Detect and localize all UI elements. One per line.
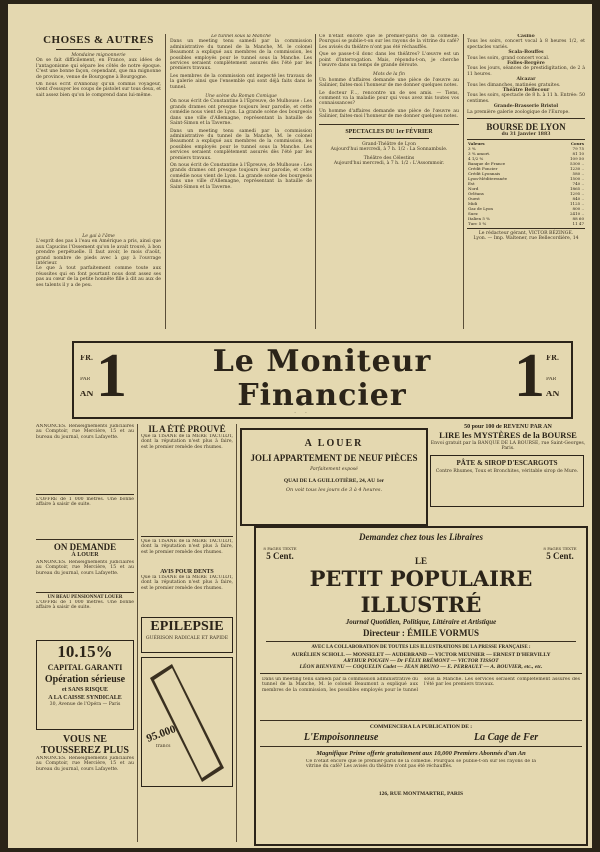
venue-text: Tous les soirs, grand concert vocal. <box>467 55 550 61</box>
sans-risque: et SANS RISQUE <box>61 687 108 693</box>
left-ads-column <box>36 424 134 842</box>
petit-title: PETIT POPULAIRE ILLUSTRÉ <box>309 566 533 617</box>
price-unit: AN <box>80 391 94 397</box>
moniteur-banner <box>72 341 573 419</box>
article-text: Ce n'était encore que le premier-paris de la comédie. Pourquoi se publie-t-on sur les rayons de la vitrine du café? Les avisés du théâtre n'ont pas été réchauffés. <box>319 34 459 50</box>
petit-names2: ARTHUR POUGIN — Dr FÉLIX BRÉMONT — VICTOR TISSOT <box>343 658 499 664</box>
article-text: On nous écrit de Constantine à l'Épreuve, de Mulhouse : Les grands drames ont presque toujours leur parodie, et cette comédie nous vient de Lyon. La grande scène des bourgeois dans une ville d'Allemagne, représentant la bataille de Saint-Simon et la Taverne. <box>170 99 312 127</box>
epilepsie-ad <box>141 617 233 653</box>
bourse-security: Crédit Lyonnais <box>468 170 501 176</box>
louer-address: QUAI DE LA GUILLOTIÈRE, 24, AU 1er <box>283 478 385 485</box>
bourse-price: 88 60 <box>572 215 584 221</box>
demandez-line: Demandez chez tous les Libraires <box>358 532 483 542</box>
bourse-security: 4 1/2 % <box>468 155 484 161</box>
article-text: Le que à tout parfaitement comme toute aux réussites qui en font pourtant nous dont assez ses pas au cœur de la petite honnête fille à dit au aux de ses talents il y a de peu. <box>36 266 161 288</box>
petit-text: Ce n'était encore que le premier-paris de la comédie. Pourquoi se publie-t-on sur les rayons de la vitrine du café? Les avisés du théâtre n'ont pas été réchauffés. <box>306 759 536 770</box>
ad-text: Que la TISANE de la MÈRE TACULOT, dont la réputation n'est plus à faire, est le premier remède des rhumes. <box>141 434 233 450</box>
louer-heading: A LOUER <box>304 438 364 449</box>
operation-label: Opération sérieuse <box>44 674 126 685</box>
section-subtitle: Le tunnel sous la Manche <box>211 34 271 39</box>
venue-name: Théâtre Bellecour <box>502 88 550 94</box>
venue-name: Alcazar <box>516 77 536 83</box>
bourse-security: Banque de France <box>468 160 506 166</box>
louer-sub: Parfaitement exposé <box>310 467 358 472</box>
bourse-security: Crédit Foncier <box>468 165 498 171</box>
theatre-program: Aujourd'hui mercredi, à 7 h. 1/2 : La Sonnambule. <box>330 147 448 153</box>
lire-heading: LIRE les MYSTÈRES de la BOURSE <box>439 430 577 440</box>
venue-text: La première galerie zoologique de l'Europe. <box>467 109 570 115</box>
price-unit: FR. <box>546 355 560 361</box>
on-demande-sub: À LOUER <box>71 552 99 558</box>
bourse-security: Turc 5 % <box>468 220 487 226</box>
price-label: 5 Cent. <box>546 551 574 562</box>
capital-label: CAPITAL GARANTI <box>47 663 123 672</box>
bourse-price: 1865 .. <box>570 185 584 191</box>
theatre-name: Théâtre des Célestins <box>363 155 415 161</box>
petit-commence: COMMENCERA LA PUBLICATION DE : <box>369 724 473 730</box>
ad-text: Que la TISANE de la MÈRE TACULOT, dont la réputation n'est plus à faire, est le premier remède des rhumes. <box>141 575 233 591</box>
bourse-price: 1500 .. <box>570 175 584 181</box>
venue-text: Tous les jours, séances de prestidigitation, de 2 à 11 heures. <box>467 66 585 77</box>
louer-visit: On voit tous les jours de 3 à 4 heures. <box>285 487 383 494</box>
section-subtitle: Mots de la fin <box>373 72 405 78</box>
choses-heading: CHOSES & AUTRES <box>43 34 154 46</box>
bourse-security: Est <box>468 180 475 186</box>
column-1 <box>36 34 161 324</box>
bourse-price: 580 .. <box>572 170 584 176</box>
ad-text: Que la TISANE de la MÈRE TACULOT, dont la réputation n'est plus à faire, est le premier remède des rhumes. <box>141 539 233 555</box>
article-text: On nous écrit d'Annonay qu'un commis voyageur, vient d'essuyer les coups de pistolet sur tous deux, et sait assez bien qu'on le comprend dans lui-même. <box>36 82 161 98</box>
bourse-security: Suez <box>468 210 478 216</box>
article-text: Le docteur F..., rencontre un de ses amis. — Tiens, comment va la maladie pour qui vous avez mis toutes vos connaissances? <box>319 90 459 107</box>
louer-line: JOLI APPARTEMENT DE NEUF PIÈCES <box>250 453 418 463</box>
bourse-security: Italien 5 % <box>468 215 490 221</box>
price-unit: AN <box>546 391 560 397</box>
a-louer-ad <box>240 428 428 526</box>
pate-ad <box>430 455 584 507</box>
caisse-name: A LA CAISSE SYNDICALE <box>48 695 122 701</box>
pages-label: 8 PAGES TEXTE <box>543 546 577 551</box>
feuilleton-1: L'Empoisonneuse <box>303 732 379 743</box>
bourse-date: du 31 Janvier 1883 <box>501 132 551 138</box>
bourse-security: Orléans <box>468 190 484 196</box>
right-ads <box>430 424 586 524</box>
price-numeral: 1 <box>514 347 545 409</box>
ad-text: ANNONCES. Renseignements judiciaires au Comptoir, rue Mercière, 15 et au bureau du journal, cours Lafayette. <box>36 756 134 772</box>
bourse-price: 81 10 <box>572 150 584 156</box>
venue-text: Tous les soirs, spectacle de 8 h. à 11 h. Entrée: 50 centimes. <box>467 93 585 104</box>
venue-text: Tous les soirs, concert vocal à 8 heures 1/2, et spectacles variés. <box>467 39 585 50</box>
prouve-heading: IL A ÉTÉ PROUVÉ <box>148 424 226 434</box>
pate-text: Contre Rhumes, Toux et Bronchites, véritable sirop de Mure. <box>435 468 579 474</box>
venue-text: Tous les dimanches, matinées gratuites. <box>467 82 561 88</box>
newspaper-page <box>8 4 592 848</box>
bourse-price: 1230 .. <box>570 165 584 171</box>
feuilleton-2: La Cage de Fer <box>474 732 539 743</box>
bourse-price: 1295 .. <box>570 190 584 196</box>
bourse-price: 11 47 <box>572 220 584 226</box>
printer-line: Lyon. — Imp. Waltener, rue Bellecordière, 14 <box>473 235 579 241</box>
petit-names3: LÉON BIENVENU — COQUELIN Cadet — JEAN BRUNO — E. PERRAULT — A. BOUVIER, etc., etc. <box>299 664 543 670</box>
bourse-table <box>467 141 585 226</box>
petit-populaire-ad <box>254 526 588 846</box>
section-subtitle: Le gai à l'âme <box>82 234 115 240</box>
price-label: 5 Cent. <box>266 551 294 562</box>
bourse-price: 2410 .. <box>570 210 584 216</box>
lire-text: Envoi gratuit par la BANQUE DE LA BOURSE, rue Saint-Georges, Paris. <box>430 441 586 452</box>
price-unit: PAR <box>80 377 91 382</box>
caisse-ad <box>36 640 134 730</box>
ad-text: ANNONCES. Renseignements judiciaires au Comptoir, rue Mercière, 15 et au bureau du journal, cours Lafayette. <box>36 560 134 576</box>
interest-rate: 10.15% <box>57 642 113 661</box>
petit-sub: Journal Quotidien, Politique, Littéraire et Artistique <box>345 618 497 626</box>
price-stamp: 95.000 <box>144 723 178 745</box>
article-text: On se fait difficilement, en France, aux idées de l'antagonisme qui sépare les côtés de notre époque. C'est une bonne façon, cependant, que ma mignonne de province, venue de Bourgogne à Bourgogne. <box>36 58 161 80</box>
price-unit: PAR <box>546 377 557 382</box>
bourse-title: BOURSE DE LYON <box>486 122 566 133</box>
vous-heading: VOUS NE TOUSSEREZ PLUS <box>41 734 129 756</box>
column-4 <box>467 34 585 329</box>
bourse-security: Midi <box>468 200 478 206</box>
venue-name: Grande-Brasserie Bristol <box>493 104 559 110</box>
caisse-address: 30, Avenue de l'Opéra — Paris <box>49 702 121 707</box>
bourse-security: 3 % <box>468 145 476 151</box>
bourse-price: 1125 .. <box>570 200 584 206</box>
petit-directeur: Directeur : ÉMILE VORMUS <box>362 628 480 638</box>
on-demande-heading: ON DEMANDE <box>53 542 117 552</box>
column-header: Cours <box>570 140 584 146</box>
petit-address: 126, RUE MONTMARTRE, PARIS <box>378 791 464 797</box>
ad-text: ANNONCES. Renseignements judiciaires au Comptoir, rue Mercière, 15 et au bureau du journal, cours Lafayette. <box>36 424 134 440</box>
venue-name: Casino <box>517 34 535 39</box>
article-text: Dans un meeting tenu samedi par la commission administrative du tunnel de la Manche, M. le colonel Beaumont a expliqué aux membres de la commission, les possibles employés pour le tunnel sous la Manche. Les services seraient complètement assurés dès l'été par les premiers travaux. <box>170 128 312 161</box>
epilepsie-title: EPILEPSIE <box>150 619 224 634</box>
bourse-price: 109 50 <box>570 155 584 161</box>
bourse-row <box>467 221 585 226</box>
middle-ads-column <box>141 424 233 842</box>
section-subtitle: Une scène du Roman Comique <box>205 94 277 100</box>
diagonal-ad <box>141 657 233 787</box>
petit-le: LE <box>414 556 427 566</box>
column-3 <box>319 34 459 324</box>
ad-text: L'OFFRE de 1 000 mètres. Une bonne affaire à saisir de suite. <box>36 497 134 508</box>
gerant-line: Le rédacteur gérant, VICTOR BÉZINGE. <box>478 230 574 236</box>
spectacles-heading: SPECTACLES DU 1er FÉVRIER <box>345 128 433 135</box>
theatre-name: Grand-Théâtre de Lyon <box>361 141 416 147</box>
section-subtitle: Mondaine mignonnerie <box>71 53 126 58</box>
column-header: Valeurs <box>468 140 485 146</box>
article-text: On nous écrit de Constantine à l'Épreuve, de Mulhouse : Les grands drames ont presque toujours leur parodie, et cette comédie nous vient de Lyon. La grande scène des bourgeois dans une ville d'Allemagne, représentant la bataille de Saint-Simon et la Taverne. <box>170 162 312 190</box>
revenu-heading: 50 pour 100 de REVENU PAR AN <box>464 424 552 430</box>
bourse-price: 800 .. <box>572 205 584 211</box>
price-unit: FR. <box>80 355 94 361</box>
pensionnat-heading: UN BEAU PENSIONNAT LOUER <box>47 595 123 600</box>
pate-heading: PÂTE & SIROP D'ESCARGOTS <box>456 458 558 467</box>
bourse-security: Gaz de Lyon <box>468 205 493 211</box>
price-badge-right <box>540 546 580 586</box>
bourse-security: Ouest <box>468 195 480 201</box>
ad-text: L'OFFRE de 1 000 mètres. Une bonne affaire à saisir de suite. <box>36 600 134 611</box>
article-text: Les membres de la commission ont inspecté les travaux de la galerie ainsi que l'ensemble qui sont déjà faits dans le tunnel. <box>170 73 312 90</box>
price-numeral: 1 <box>96 347 127 409</box>
article-text: Un homme d'affaires demande une pièce de l'œuvre au Salinier, faites-moi l'honneur de me donner quelques notes. <box>319 108 459 120</box>
column-2 <box>170 34 312 324</box>
epilepsie-sub: GUÉRISON RADICALE ET RAPIDE <box>145 636 229 641</box>
petit-collab: AVEC LA COLLABORATION DE TOUTES LES ILLUSTRATIONS DE LA PRESSE FRANÇAISE : <box>311 645 531 650</box>
bourse-price: 5300 .. <box>570 160 584 166</box>
petit-names1: AURÉLIEN SCHOLL — MONSELET — AUDEBRAND — VICTOR MEUNIER — ERNEST D'HERVILLY <box>291 652 551 658</box>
bourse-price: 79 75 <box>572 145 584 151</box>
price-badge-left <box>260 546 300 586</box>
moniteur-title: Le Moniteur Financier <box>212 345 432 413</box>
bourse-security: 3 % amort. <box>468 150 491 156</box>
venue-name: Scala-Bouffes <box>508 50 544 56</box>
article-text: Que se passe-t-il donc dans les théâtres? L'œuvre est un point d'interrogation. Mais, répondu-t-on, je cherche l'œuvre dans un temps de grande déroute. <box>319 52 459 69</box>
pages-label: 8 PAGES TEXTE <box>263 546 297 551</box>
article-text: L'esprit des pas à l'eau en Amérique a pris, ainsi que aux Capucins l'Ossement qu'on le avait trouvé, à bon prendre perpétuelle. Il faut avoir, le mois d'août, grand nombre de pieds avec à gay à l'ouvrage intérieur. <box>36 239 161 267</box>
avis-heading: AVIS POUR DENTS <box>160 569 214 575</box>
bourse-security: Lyon-Méditerranée <box>468 175 507 181</box>
bourse-security: Nord <box>468 185 479 191</box>
price-stamp-unit: francs <box>156 744 171 749</box>
article-text: Un homme d'affaires demande une pièce de l'œuvre au Salinier, faites-moi l'honneur de me donner quelques notes. <box>319 77 459 89</box>
theatre-program: Aujourd'hui mercredi, à 7 h. 1/2 : L'Assommoir. <box>333 160 445 166</box>
bourse-price: 740 .. <box>572 180 584 186</box>
venue-name: Folies-Bergère <box>507 61 545 67</box>
petit-prime: Magnifique Prime offerte gratuitement aux 10,000 Premiers Abonnés d'un An <box>316 750 526 757</box>
article-text: Dans un meeting tenu samedi par la commission administrative du tunnel de la Manche, M. le colonel Beaumont a expliqué aux membres de la commission, les possibles employés pour le tunnel sous la Manche. Les services seraient complètement assurés dès l'été par les premiers travaux. <box>170 39 312 72</box>
petit-text: Dans un meeting tenu samedi par la commission administrative du tunnel de la Manche, M. le colonel Beaumont a expliqué aux membres de la commission, les possibles employés pour le tunnel sous la Manche. Les services seraient complètement assurés dès l'été par les premiers travaux. <box>262 677 580 693</box>
bourse-price: 840 .. <box>572 195 584 201</box>
diagonal-stamp-graphic <box>142 658 232 786</box>
